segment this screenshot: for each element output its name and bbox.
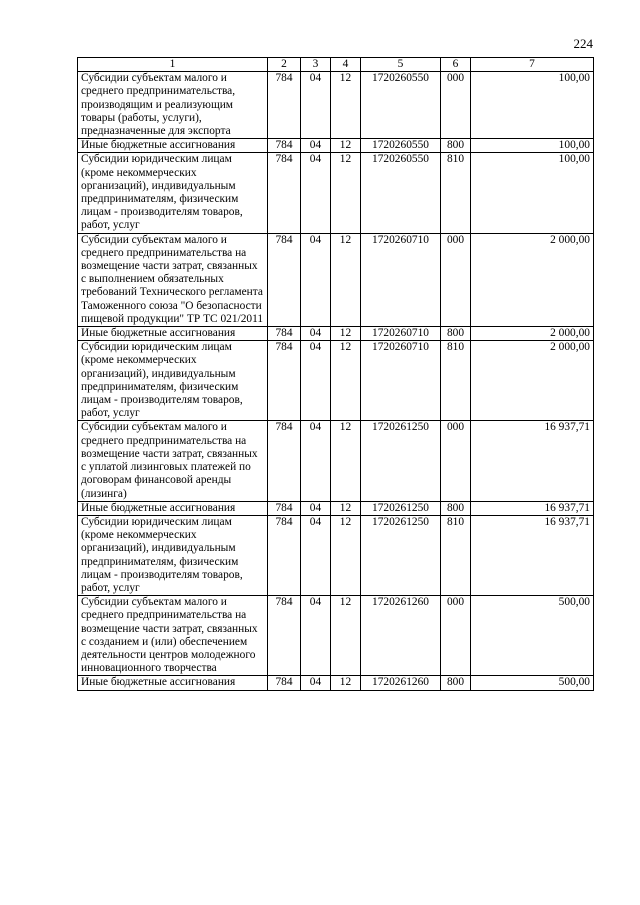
row-section-code: 04 — [301, 153, 331, 233]
row-section-code: 04 — [301, 327, 331, 341]
row-name: Субсидии юридическим лицам (кроме некоммерческих организаций), индивидуальным предпринимателям, физическим лицам - производителям товаров, работ, услуг — [78, 153, 268, 233]
header-col-1: 1 — [78, 58, 268, 72]
row-grbs-code: 784 — [268, 327, 301, 341]
row-expense-type-code: 000 — [441, 72, 471, 139]
row-amount: 500,00 — [471, 596, 594, 676]
row-amount: 16 937,71 — [471, 515, 594, 595]
header-col-4: 4 — [331, 58, 361, 72]
header-col-6: 6 — [441, 58, 471, 72]
row-grbs-code: 784 — [268, 72, 301, 139]
row-subsection-code: 12 — [331, 139, 361, 153]
row-target-article-code: 1720260710 — [361, 327, 441, 341]
row-subsection-code: 12 — [331, 596, 361, 676]
row-name: Субсидии субъектам малого и среднего предпринимательства, производящим и реализующим товары (работы, услуги), предназначенные для экспорта — [78, 72, 268, 139]
table-row — [78, 596, 594, 676]
row-expense-type-code: 800 — [441, 139, 471, 153]
row-grbs-code: 784 — [268, 233, 301, 326]
row-amount: 16 937,71 — [471, 501, 594, 515]
row-expense-type-code: 810 — [441, 153, 471, 233]
row-subsection-code: 12 — [331, 153, 361, 233]
budget-table — [77, 57, 594, 691]
row-name: Иные бюджетные ассигнования — [78, 676, 268, 690]
row-name: Иные бюджетные ассигнования — [78, 139, 268, 153]
header-col-7: 7 — [471, 58, 594, 72]
table-row — [78, 139, 594, 153]
row-grbs-code: 784 — [268, 515, 301, 595]
table-header — [78, 58, 594, 72]
row-grbs-code: 784 — [268, 501, 301, 515]
table-row — [78, 233, 594, 326]
row-amount: 100,00 — [471, 72, 594, 139]
row-grbs-code: 784 — [268, 341, 301, 421]
row-grbs-code: 784 — [268, 676, 301, 690]
row-name: Иные бюджетные ассигнования — [78, 327, 268, 341]
row-amount: 2 000,00 — [471, 233, 594, 326]
row-name: Субсидии субъектам малого и среднего предпринимательства на возмещение части затрат, связанных с уплатой лизинговых платежей по договорам финансовой аренды (лизинга) — [78, 421, 268, 501]
header-col-3: 3 — [301, 58, 331, 72]
row-section-code: 04 — [301, 72, 331, 139]
row-subsection-code: 12 — [331, 515, 361, 595]
row-section-code: 04 — [301, 596, 331, 676]
row-target-article-code: 1720260550 — [361, 153, 441, 233]
row-amount: 100,00 — [471, 153, 594, 233]
row-name: Иные бюджетные ассигнования — [78, 501, 268, 515]
row-section-code: 04 — [301, 515, 331, 595]
row-expense-type-code: 800 — [441, 327, 471, 341]
row-expense-type-code: 800 — [441, 501, 471, 515]
table-row — [78, 421, 594, 501]
table-row — [78, 72, 594, 139]
row-amount: 100,00 — [471, 139, 594, 153]
row-name: Субсидии юридическим лицам (кроме некоммерческих организаций), индивидуальным предпринимателям, физическим лицам - производителям товаров, работ, услуг — [78, 341, 268, 421]
row-target-article-code: 1720261250 — [361, 421, 441, 501]
row-name: Субсидии юридическим лицам (кроме некоммерческих организаций), индивидуальным предпринимателям, физическим лицам - производителям товаров, работ, услуг — [78, 515, 268, 595]
table-row — [78, 501, 594, 515]
row-target-article-code: 1720260550 — [361, 139, 441, 153]
table-row — [78, 676, 594, 690]
row-target-article-code: 1720260550 — [361, 72, 441, 139]
row-subsection-code: 12 — [331, 676, 361, 690]
row-subsection-code: 12 — [331, 501, 361, 515]
table-row — [78, 515, 594, 595]
row-target-article-code: 1720261260 — [361, 676, 441, 690]
row-grbs-code: 784 — [268, 139, 301, 153]
row-subsection-code: 12 — [331, 421, 361, 501]
row-section-code: 04 — [301, 233, 331, 326]
row-section-code: 04 — [301, 421, 331, 501]
row-amount: 2 000,00 — [471, 341, 594, 421]
row-section-code: 04 — [301, 676, 331, 690]
row-expense-type-code: 000 — [441, 421, 471, 501]
header-col-5: 5 — [361, 58, 441, 72]
row-subsection-code: 12 — [331, 72, 361, 139]
row-target-article-code: 1720260710 — [361, 341, 441, 421]
row-section-code: 04 — [301, 139, 331, 153]
row-section-code: 04 — [301, 341, 331, 421]
page-number: 224 — [573, 36, 593, 51]
row-target-article-code: 1720261250 — [361, 515, 441, 595]
row-amount: 500,00 — [471, 676, 594, 690]
table-body — [78, 72, 594, 690]
table-row — [78, 153, 594, 233]
header-row — [78, 58, 594, 72]
row-amount: 2 000,00 — [471, 327, 594, 341]
row-expense-type-code: 800 — [441, 676, 471, 690]
header-col-2: 2 — [268, 58, 301, 72]
table-row — [78, 341, 594, 421]
row-grbs-code: 784 — [268, 421, 301, 501]
row-amount: 16 937,71 — [471, 421, 594, 501]
row-target-article-code: 1720261260 — [361, 596, 441, 676]
row-name: Субсидии субъектам малого и среднего предпринимательства на возмещение части затрат, связанных с выполнением обязательных требований Технического регламента Таможенного союза "О безопасности пищевой продукции" ТР ТС 021/2011 — [78, 233, 268, 326]
row-expense-type-code: 000 — [441, 596, 471, 676]
row-grbs-code: 784 — [268, 596, 301, 676]
row-expense-type-code: 000 — [441, 233, 471, 326]
row-target-article-code: 1720261250 — [361, 501, 441, 515]
row-section-code: 04 — [301, 501, 331, 515]
row-subsection-code: 12 — [331, 341, 361, 421]
row-expense-type-code: 810 — [441, 515, 471, 595]
row-subsection-code: 12 — [331, 327, 361, 341]
row-name: Субсидии субъектам малого и среднего предпринимательства на возмещение части затрат, связанных с созданием и (или) обеспечением деятельности центров молодежного инновационного творчества — [78, 596, 268, 676]
row-grbs-code: 784 — [268, 153, 301, 233]
row-subsection-code: 12 — [331, 233, 361, 326]
row-expense-type-code: 810 — [441, 341, 471, 421]
table-row — [78, 327, 594, 341]
row-target-article-code: 1720260710 — [361, 233, 441, 326]
